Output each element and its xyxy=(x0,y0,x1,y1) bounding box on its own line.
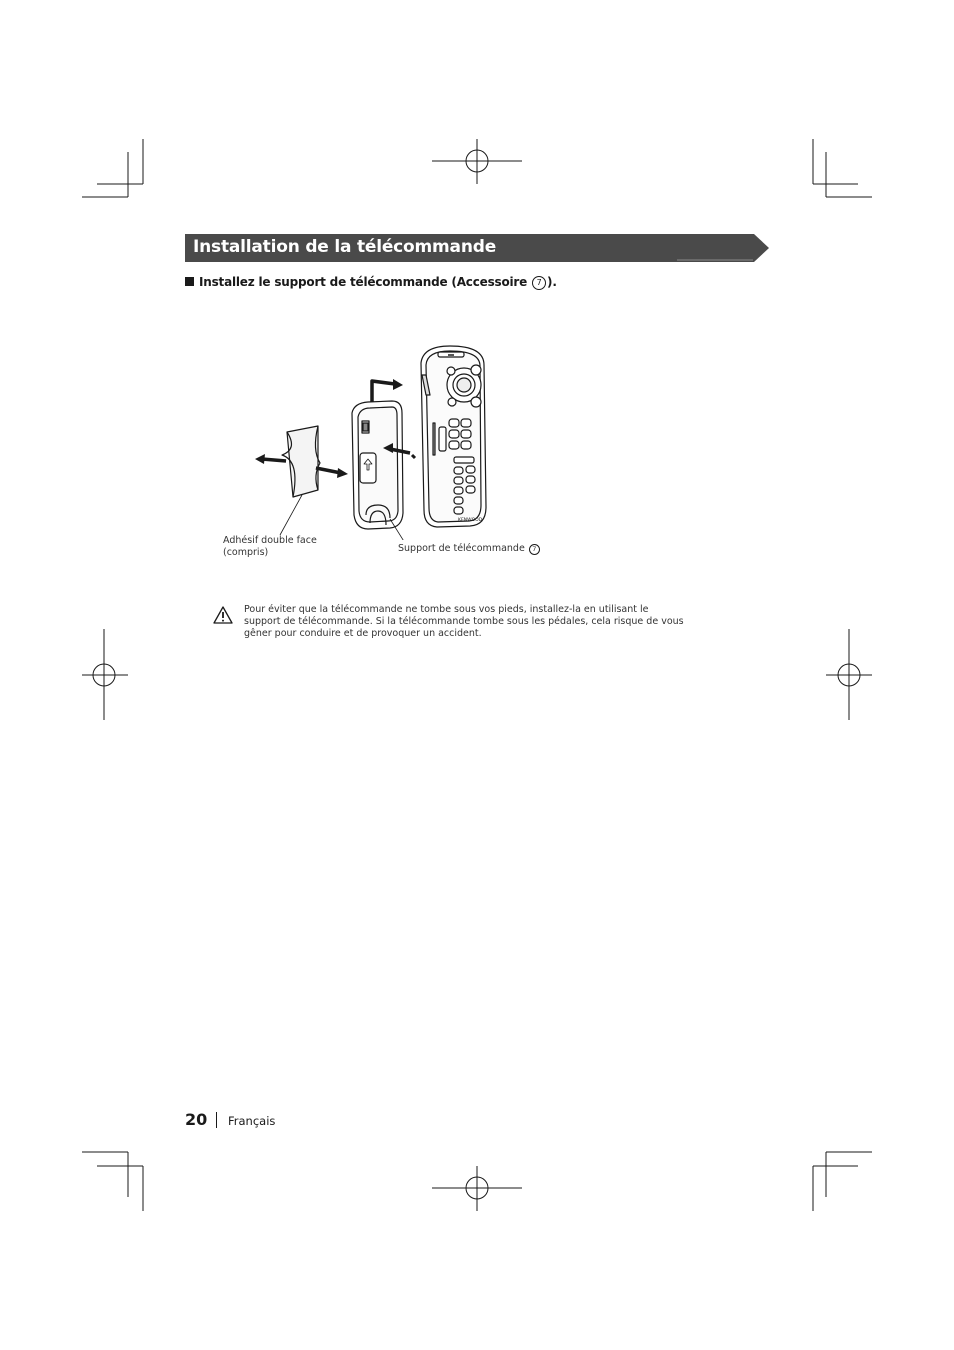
adhesive-caption-line1: Adhésif double face xyxy=(223,535,317,546)
adhesive-caption-line2: (compris) xyxy=(223,547,269,558)
warning-text: Pour éviter que la télécommande ne tombe sous vos pieds, installez-la en utilisant le support de télécommande. Si la télécommande tombe sous les pédales, cela risque de vous gêner pour conduire et de provoquer un accident. xyxy=(244,604,684,639)
accessory-number-badge: 7 xyxy=(532,276,546,290)
adhesive-caption xyxy=(223,535,317,559)
footer-language: Français xyxy=(228,1114,276,1128)
step-heading xyxy=(185,275,557,290)
holder-accessory-badge: 7 xyxy=(529,544,540,555)
page-number: 20 xyxy=(185,1110,208,1129)
bullet-square-icon xyxy=(185,277,194,286)
warning-triangle-icon xyxy=(213,606,233,624)
footer-divider xyxy=(216,1112,217,1128)
remote-control-drawing xyxy=(421,346,486,527)
holder-caption-text: Support de télécommande xyxy=(398,543,528,554)
section-title: Installation de la télécommande xyxy=(193,237,497,257)
remote-holder-drawing xyxy=(352,401,403,529)
step-text-after: ). xyxy=(547,275,557,289)
remote-brand-text: KENWOOD xyxy=(458,518,483,523)
remote-holder-illustration xyxy=(240,335,540,540)
holder-caption xyxy=(398,543,541,555)
adhesive-tape-drawing xyxy=(282,426,320,497)
step-text-before: Installez le support de télécommande (Accessoire xyxy=(199,275,532,289)
